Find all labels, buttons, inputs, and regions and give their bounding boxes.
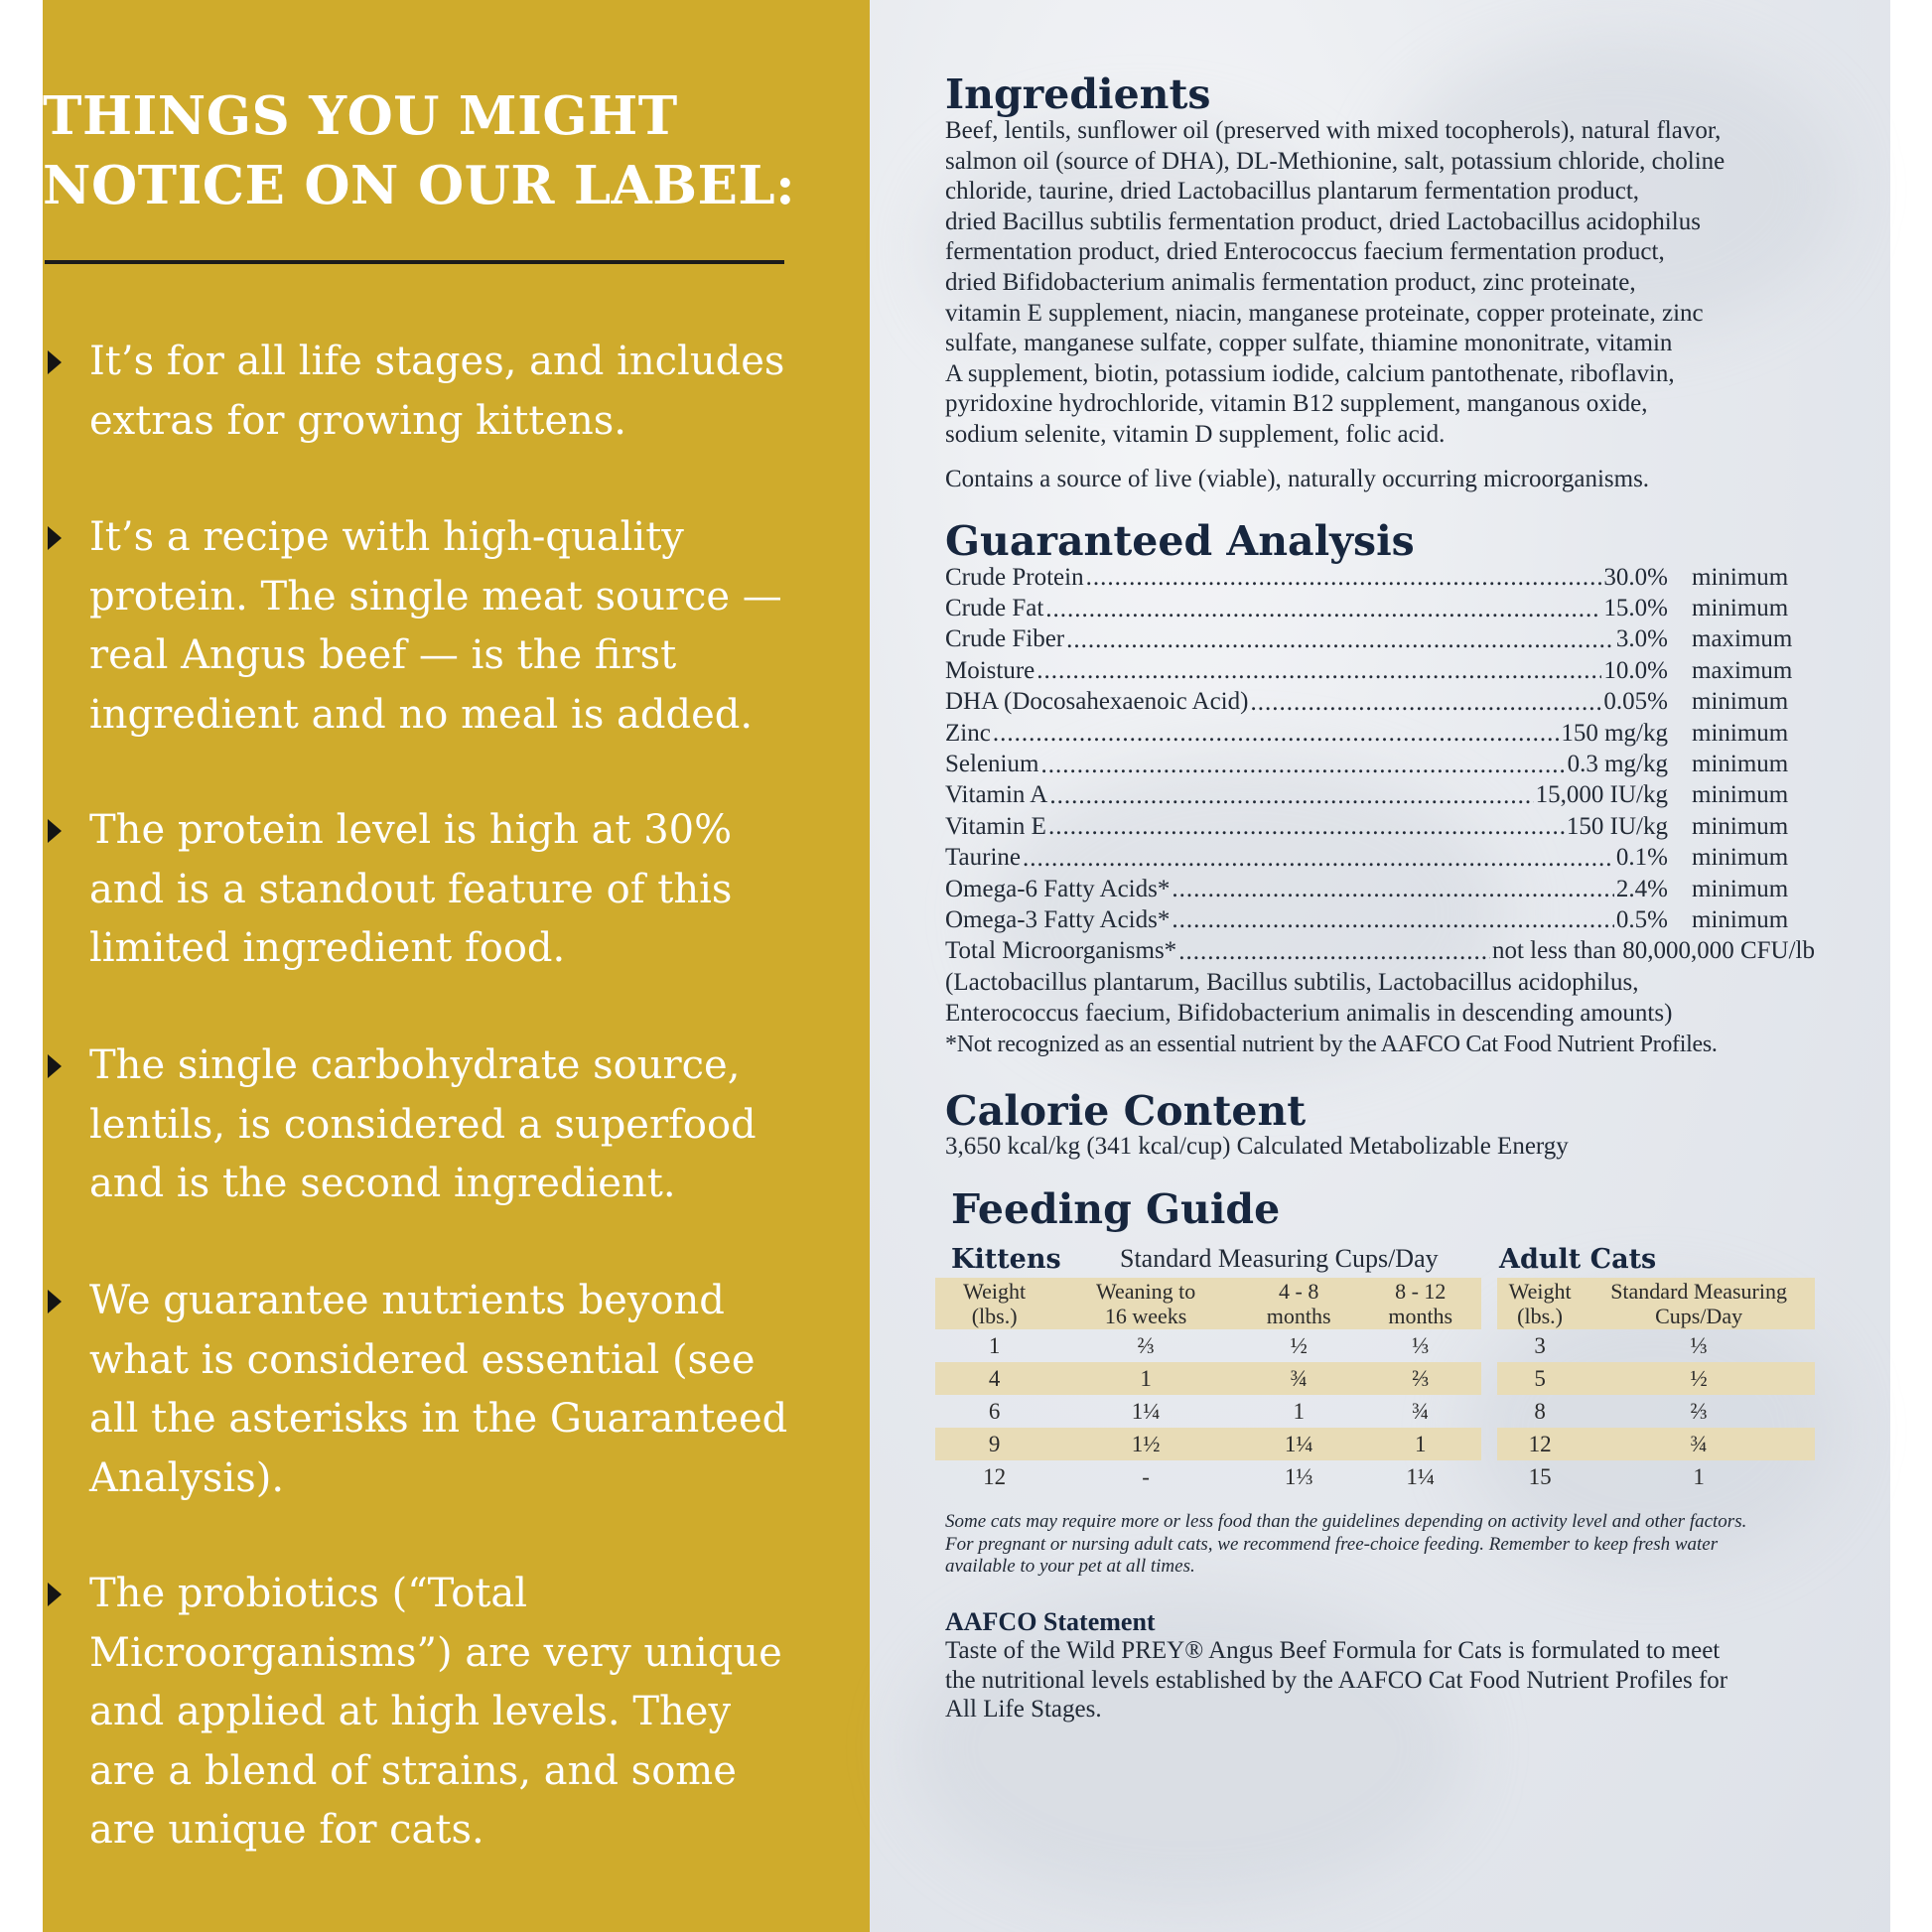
bullet-item: [48, 801, 832, 979]
kittens-row: [935, 1428, 1481, 1460]
kittens-cell: ⅓: [1412, 1332, 1430, 1358]
adult-row: [1497, 1428, 1815, 1460]
analysis-value: 2.4%: [1615, 875, 1668, 902]
adult-cell: ⅓: [1690, 1332, 1708, 1358]
kittens-cell: 1¼: [1131, 1398, 1161, 1424]
ingredients-text: Beef, lentils, sunflower oil (preserved with mixed tocopherols), natural flavor, salmon oil (source of DHA), DL-Methionine, salt, potassium chloride, choline chloride, taurine, dried Lactobacillus plantarum fermentation product, dried Bacillus subtilis fermentation product, dried Lactobacillus acidophilus fermentation product, dried Enterococcus faecium fermentation product, dried Bifidobacterium animalis fermentation product, zinc proteinate, vitamin E supplement, niacin, manganese proteinate, copper proteinate, zinc sulfate, manganese sulfate, copper sulfate, thiamine mononitrate, vitamin A supplement, biotin, potassium iodide, calcium pantothenate, riboflavin, pyridoxine hydrochloride, vitamin B12 supplement, manganous oxide, sodium selenite, vitamin D supplement, folic acid.: [945, 117, 1725, 448]
analysis-value: 150 IU/kg: [1566, 812, 1668, 840]
kittens-header-cell: Weight (lbs.): [935, 1278, 1053, 1329]
microorganism-strains: (Lactobacillus plantarum, Bacillus subtilis, Lactobacillus acidophilus, Enterococcus faecium, Bifidobacterium animalis in descending amounts): [945, 969, 1673, 1028]
kittens-header-cell: 4 - 8 months: [1238, 1278, 1360, 1329]
analysis-footnote: *Not recognized as an essential nutrient by the AAFCO Cat Food Nutrient Profiles.: [945, 1031, 1718, 1057]
aafco-heading: AAFCO Statement: [945, 1607, 1156, 1636]
analysis-label: Crude Fat: [945, 595, 1044, 622]
analysis-label: Vitamin E: [945, 812, 1046, 840]
adult-row: [1497, 1395, 1815, 1428]
kittens-title: Kittens: [951, 1244, 1061, 1275]
adult-cell: 12: [1497, 1428, 1583, 1460]
adult-cell: 1: [1693, 1463, 1705, 1489]
kittens-subtitle: Standard Measuring Cups/Day: [1120, 1244, 1439, 1273]
kittens-cell: ⅔: [1137, 1332, 1155, 1358]
leader-dots: [1172, 874, 1614, 904]
bullet-arrow-icon: [48, 1290, 62, 1313]
analysis-label: Vitamin A: [945, 781, 1048, 809]
kittens-cell: 4: [935, 1362, 1053, 1395]
kittens-cell: 9: [935, 1428, 1053, 1460]
analysis-row: [945, 811, 1815, 842]
adult-cell: ⅔: [1690, 1398, 1708, 1424]
analysis-label: Taurine: [945, 844, 1021, 872]
feeding-heading: Feeding Guide: [951, 1185, 1281, 1233]
bullet-text: The protein level is high at 30% and is a standout feature of this limited ingredient food.: [89, 807, 733, 971]
analysis-list: [945, 562, 1815, 1060]
bullet-item: [48, 1565, 832, 1861]
analysis-label: Omega-3 Fatty Acids*: [945, 905, 1171, 933]
adult-cell: 3: [1534, 1332, 1546, 1358]
kittens-row: [935, 1460, 1481, 1493]
title-line-2: NOTICE ON OUR LABEL:: [43, 155, 796, 216]
leader-dots: [1023, 843, 1614, 874]
analysis-value: 150 mg/kg: [1561, 719, 1668, 747]
analysis-level: minimum: [1692, 875, 1789, 902]
bullet-text: The single carbohydrate source, lentils, is considered a superfood and is the second ingredient.: [89, 1042, 757, 1206]
kittens-row: [935, 1362, 1481, 1395]
bullet-item: [48, 333, 832, 451]
adult-row: [1497, 1460, 1815, 1493]
analysis-label: Omega-6 Fatty Acids*: [945, 875, 1171, 902]
kittens-cell: 12: [983, 1463, 1007, 1489]
leader-dots: [1178, 936, 1490, 967]
kittens-cell: 1⅓: [1284, 1463, 1313, 1489]
analysis-value: 10.0%: [1603, 656, 1668, 684]
bullet-arrow-icon: [48, 819, 62, 843]
analysis-row: [945, 655, 1815, 686]
adult-row: [1497, 1329, 1815, 1362]
feeding-note: Some cats may require more or less food than the guidelines depending on activity level and other factors. For pregnant or nursing adult cats, we recommend free-choice feeding. Remember to keep fresh water available to your pet at all times.: [945, 1511, 1747, 1577]
kittens-cell: ⅔: [1359, 1362, 1481, 1395]
leader-dots: [1036, 655, 1601, 686]
adult-title: Adult Cats: [1499, 1244, 1657, 1275]
analysis-value: not less than 80,000,000 CFU/lb: [1491, 937, 1815, 965]
analysis-row: [945, 749, 1815, 779]
analysis-label: Crude Protein: [945, 563, 1084, 591]
adult-table: [1497, 1278, 1815, 1493]
kittens-cell: 1½: [1053, 1428, 1238, 1460]
kittens-cell: ¾: [1238, 1362, 1360, 1395]
kittens-row: [935, 1329, 1481, 1362]
kittens-table: [935, 1278, 1481, 1493]
leader-dots: [1250, 687, 1601, 718]
analysis-level: minimum: [1692, 751, 1789, 778]
bullet-item: [48, 1272, 832, 1508]
page-title: [43, 81, 837, 220]
leader-dots: [1086, 562, 1602, 593]
title-line-1: THINGS YOU MIGHT: [43, 85, 678, 147]
analysis-row: [945, 562, 1815, 593]
kittens-cell: 6: [988, 1398, 1001, 1424]
analysis-level: minimum: [1692, 719, 1789, 747]
analysis-level: maximum: [1692, 625, 1793, 653]
analysis-level: minimum: [1692, 595, 1789, 622]
kittens-cell: 1: [1359, 1428, 1481, 1460]
analysis-row: [945, 593, 1815, 623]
analysis-value: 0.1%: [1615, 844, 1668, 872]
calorie-text: 3,650 kcal/kg (341 kcal/cup) Calculated Metabolizable Energy: [945, 1133, 1569, 1160]
leader-dots: [1040, 750, 1565, 780]
bullet-text: We guarantee nutrients beyond what is considered essential (see all the asterisks in the Guaranteed Analysis).: [89, 1278, 788, 1501]
analysis-value: 0.3 mg/kg: [1567, 751, 1668, 778]
analysis-row: [945, 904, 1815, 935]
adult-header-cell: Weight (lbs.): [1497, 1278, 1583, 1329]
analysis-level: minimum: [1692, 688, 1789, 716]
kittens-cell: 1: [1293, 1398, 1305, 1424]
analysis-level: minimum: [1692, 812, 1789, 840]
calorie-heading: Calorie Content: [945, 1087, 1307, 1135]
kittens-cell: 1: [1053, 1362, 1238, 1395]
kittens-cell: 1: [988, 1332, 1001, 1358]
analysis-row: [945, 718, 1815, 749]
kittens-cell: ½: [1290, 1332, 1308, 1358]
bullet-text: It’s for all life stages, and includes extras for growing kittens.: [89, 339, 785, 444]
leader-dots: [1172, 904, 1614, 935]
analysis-value: 0.05%: [1603, 688, 1668, 716]
analysis-heading: Guaranteed Analysis: [945, 517, 1415, 565]
bullet-item: [48, 1036, 832, 1214]
bullet-item: [48, 508, 832, 745]
bullet-arrow-icon: [48, 526, 62, 550]
ingredients-note: Contains a source of live (viable), naturally occurring microorganisms.: [945, 466, 1650, 492]
analysis-label: DHA (Docosahexaenoic Acid): [945, 688, 1249, 716]
bullet-arrow-icon: [48, 1583, 62, 1606]
analysis-level: maximum: [1692, 656, 1793, 684]
analysis-level: minimum: [1692, 905, 1789, 933]
bullet-arrow-icon: [48, 1054, 62, 1078]
analysis-row: [945, 843, 1815, 874]
aafco-text: Taste of the Wild PREY® Angus Beef Formula for Cats is formulated to meet the nutritional levels established by the AAFCO Cat Food Nutrient Profiles for All Life Stages.: [945, 1637, 1728, 1724]
analysis-label: Zinc: [945, 719, 991, 747]
analysis-value: 0.5%: [1615, 905, 1668, 933]
adult-cell: ¾: [1583, 1428, 1815, 1460]
kittens-cell: 1¼: [1406, 1463, 1436, 1489]
kittens-header-cell: 8 - 12 months: [1359, 1278, 1481, 1329]
analysis-value: 15.0%: [1603, 595, 1668, 622]
analysis-label: Selenium: [945, 751, 1039, 778]
analysis-label: Moisture: [945, 656, 1035, 684]
analysis-level: minimum: [1692, 781, 1789, 809]
adult-row: [1497, 1362, 1815, 1395]
kittens-header-cell: Weaning to 16 weeks: [1053, 1278, 1238, 1329]
leader-dots: [1049, 780, 1533, 811]
kittens-row: [935, 1395, 1481, 1428]
analysis-value: 30.0%: [1603, 563, 1668, 591]
kittens-cell: -: [1142, 1463, 1150, 1489]
leader-dots: [1045, 594, 1601, 624]
adult-cell: ½: [1583, 1362, 1815, 1395]
adult-cell: 5: [1497, 1362, 1583, 1395]
analysis-row: [945, 624, 1815, 655]
bullet-text: It’s a recipe with high-quality protein. The single meat source — real Angus beef — is the first ingredient and no meal is added.: [89, 514, 782, 738]
analysis-row: [945, 780, 1815, 811]
ingredients-heading: Ingredients: [945, 70, 1211, 118]
adult-cell: 8: [1534, 1398, 1546, 1424]
analysis-label: Total Microorganisms*: [945, 937, 1177, 965]
analysis-label: Crude Fiber: [945, 625, 1065, 653]
bullet-arrow-icon: [48, 350, 62, 374]
analysis-row: [945, 874, 1815, 904]
title-divider: [45, 260, 784, 264]
analysis-level: minimum: [1692, 563, 1789, 591]
analysis-value: 15,000 IU/kg: [1535, 781, 1668, 809]
leader-dots: [1066, 624, 1614, 655]
kittens-cell: ¾: [1412, 1398, 1430, 1424]
bullet-text: The probiotics (“Total Microorganisms”) are very unique and applied at high levels. They are a blend of strains, and some are unique for cats.: [89, 1571, 782, 1853]
kittens-cell: 1¼: [1238, 1428, 1360, 1460]
analysis-value: 3.0%: [1615, 625, 1668, 653]
analysis-row-microorganisms: [945, 936, 1815, 967]
leader-dots: [993, 718, 1560, 749]
leader-dots: [1048, 811, 1565, 842]
analysis-level: minimum: [1692, 844, 1789, 872]
analysis-row: [945, 687, 1815, 718]
adult-header-cell: Standard Measuring Cups/Day: [1583, 1278, 1815, 1329]
adult-cell: 15: [1528, 1463, 1552, 1489]
